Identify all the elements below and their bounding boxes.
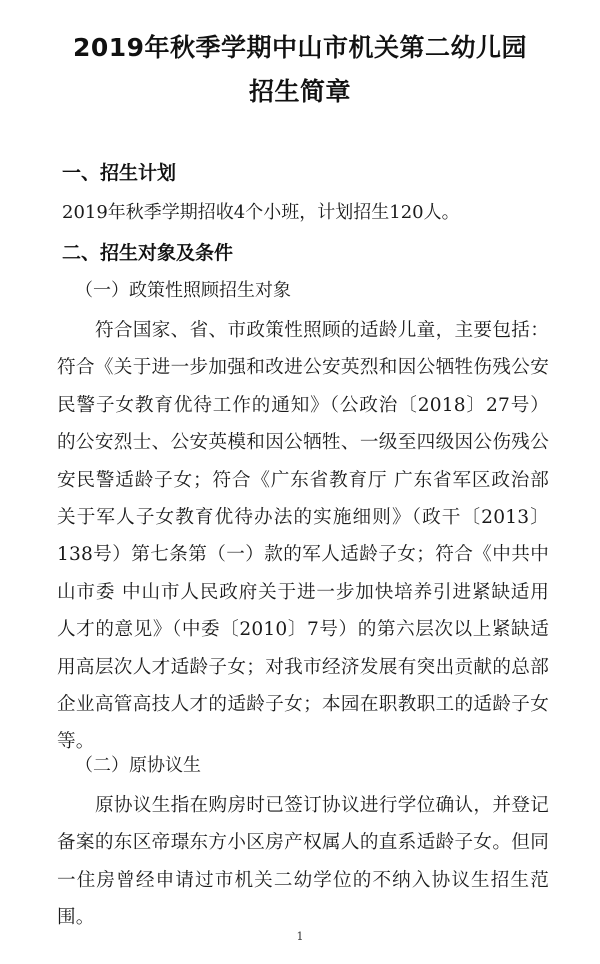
subsection-heading-policy-care: （一）政策性照顾招生对象 [75, 280, 291, 301]
enrollment-plan-text: 2019年秋季学期招收4个小班，计划招生120人。 [62, 202, 460, 223]
section-heading-enrollment-plan: 一、招生计划 [62, 162, 177, 184]
document-title-line2: 招生简章 [248, 77, 351, 106]
section-heading-enrollment-targets: 二、招生对象及条件 [62, 242, 234, 264]
policy-care-paragraph: 符合国家、省、市政策性照顾的适龄儿童，主要包括：符合《关于进一步加强和改进公安英烈和因公牺牲伤残公安民警子女教育优待工作的通知》（公政治〔2018〕27号）的公安烈士、公安英模和因公牺牲、一级至四级因公伤残公安民警适龄子女；符合《广东省教育厅 广东省军区政治部关于军人子女教育优待办法的实施细则》（政干〔2013〕138号）第七条第（一）款的军人适龄子女；符合《中共中山市委 中山市人民政府关于进一步加快培养引进紧缺适用人才的意见》（中委〔2010〕7号）的第六层次以上紧缺适用高层次人才适龄子女；对我市经济发展有突出贡献的总部企业高管高技人才的适龄子女；本园在职教职工的适龄子女等。 [57, 320, 549, 753]
agreement-students-paragraph: 原协议生指在购房时已签订协议进行学位确认，并登记备案的东区帝璟东方小区房产权属人的直系适龄子女。但同一住房曾经申请过市机关二幼学位的不纳入协议生招生范围。 [57, 795, 549, 929]
document-title-line1: 2019年秋季学期中山市机关第二幼儿园 [72, 33, 528, 62]
subsection-heading-agreement-students: （二）原协议生 [75, 755, 201, 776]
page-number: 1 [296, 930, 304, 943]
